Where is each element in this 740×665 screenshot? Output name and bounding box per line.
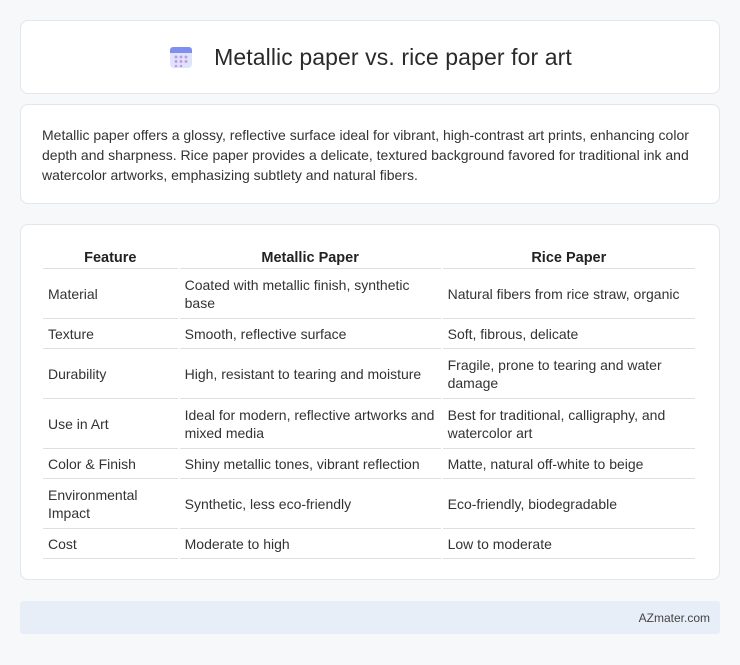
- table-row: [43, 349, 695, 399]
- row-rice-value: Eco-friendly, biodegradable: [443, 479, 695, 529]
- row-metallic-value: Moderate to high: [180, 529, 441, 559]
- comparison-table-card: [20, 224, 720, 580]
- row-feature: Use in Art: [43, 399, 178, 449]
- summary-text: Metallic paper offers a glossy, reflective surface ideal for vibrant, high-contrast art prints, enhancing color depth and sharpness. Rice paper provides a delicate, textured background favored for traditional ink and watercolor artworks, emphasizing subtlety and natural fibers.: [42, 127, 689, 183]
- comparison-table: [41, 245, 697, 559]
- row-rice-value: Low to moderate: [443, 529, 695, 559]
- row-metallic-value: Synthetic, less eco-friendly: [180, 479, 441, 529]
- title-card: [20, 20, 720, 94]
- column-header-metallic-paper: Metallic Paper: [180, 245, 441, 269]
- row-feature: Cost: [43, 529, 178, 559]
- row-metallic-value: Shiny metallic tones, vibrant reflection: [180, 449, 441, 479]
- row-rice-value: Soft, fibrous, delicate: [443, 319, 695, 349]
- row-feature: Texture: [43, 319, 178, 349]
- table-row: [43, 269, 695, 319]
- calendar-icon: [168, 44, 194, 70]
- row-metallic-value: Coated with metallic finish, synthetic base: [180, 269, 441, 319]
- column-header-rice-paper: Rice Paper: [443, 245, 695, 269]
- summary-card: [20, 104, 720, 204]
- row-feature: Durability: [43, 349, 178, 399]
- row-rice-value: Fragile, prone to tearing and water damage: [443, 349, 695, 399]
- row-metallic-value: Smooth, reflective surface: [180, 319, 441, 349]
- table-row: [43, 449, 695, 479]
- row-feature: Color & Finish: [43, 449, 178, 479]
- table-header-row: [43, 245, 695, 269]
- row-metallic-value: High, resistant to tearing and moisture: [180, 349, 441, 399]
- row-rice-value: Matte, natural off-white to beige: [443, 449, 695, 479]
- row-rice-value: Best for traditional, calligraphy, and watercolor art: [443, 399, 695, 449]
- footer: [20, 601, 720, 634]
- row-feature: Environmental Impact: [43, 479, 178, 529]
- page-title: Metallic paper vs. rice paper for art: [214, 43, 572, 70]
- row-metallic-value: Ideal for modern, reflective artworks and mixed media: [180, 399, 441, 449]
- row-feature: Material: [43, 269, 178, 319]
- row-rice-value: Natural fibers from rice straw, organic: [443, 269, 695, 319]
- table-row: [43, 479, 695, 529]
- table-row: [43, 399, 695, 449]
- column-header-feature: Feature: [43, 245, 178, 269]
- table-row: [43, 319, 695, 349]
- table-row: [43, 529, 695, 559]
- footer-brand: AZmater.com: [638, 610, 710, 625]
